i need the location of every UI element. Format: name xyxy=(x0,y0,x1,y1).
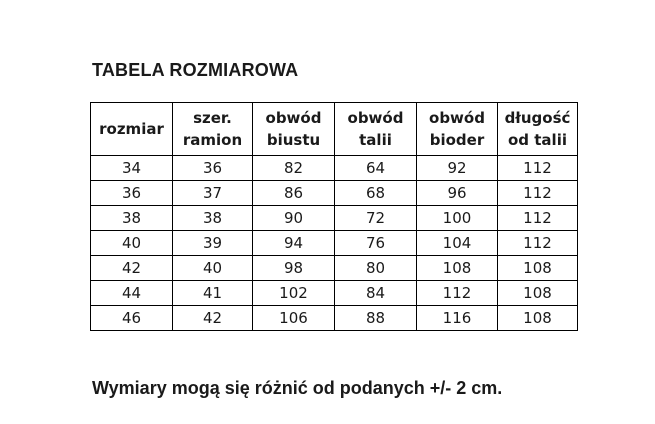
table-row xyxy=(91,281,578,306)
table-cell: 112 xyxy=(498,181,578,206)
header-line: rozmiar xyxy=(99,120,164,138)
table-cell: 106 xyxy=(253,306,335,331)
header-line: obwód xyxy=(347,109,404,127)
header-line: obwód xyxy=(265,109,322,127)
table-cell: 42 xyxy=(91,256,173,281)
table-cell: 100 xyxy=(417,206,498,231)
header-line: od talii xyxy=(508,131,567,149)
table-cell: 98 xyxy=(253,256,335,281)
header-line: talii xyxy=(359,131,392,149)
size-table xyxy=(90,102,578,331)
table-cell: 104 xyxy=(417,231,498,256)
table-cell: 37 xyxy=(173,181,253,206)
table-cell: 108 xyxy=(498,256,578,281)
table-row xyxy=(91,181,578,206)
table-cell: 112 xyxy=(498,231,578,256)
header-obwod-bioder xyxy=(417,103,498,156)
table-cell: 76 xyxy=(335,231,417,256)
table-cell: 64 xyxy=(335,156,417,181)
table-row xyxy=(91,206,578,231)
table-cell: 82 xyxy=(253,156,335,181)
table-cell: 46 xyxy=(91,306,173,331)
table-cell: 94 xyxy=(253,231,335,256)
table-cell: 72 xyxy=(335,206,417,231)
header-rozmiar xyxy=(91,103,173,156)
header-line: długość xyxy=(504,109,571,127)
table-cell: 108 xyxy=(498,306,578,331)
table-cell: 36 xyxy=(91,181,173,206)
header-line: obwód xyxy=(429,109,485,127)
table-cell: 92 xyxy=(417,156,498,181)
table-cell: 36 xyxy=(173,156,253,181)
table-cell: 84 xyxy=(335,281,417,306)
table-cell: 90 xyxy=(253,206,335,231)
table-cell: 96 xyxy=(417,181,498,206)
table-cell: 40 xyxy=(173,256,253,281)
table-row xyxy=(91,156,578,181)
table-cell: 41 xyxy=(173,281,253,306)
table-cell: 88 xyxy=(335,306,417,331)
table-cell: 112 xyxy=(498,156,578,181)
table-cell: 108 xyxy=(417,256,498,281)
table-cell: 108 xyxy=(498,281,578,306)
size-tolerance-note: Wymiary mogą się różnić od podanych +/- 2 cm. xyxy=(92,378,503,398)
table-cell: 112 xyxy=(498,206,578,231)
table-row xyxy=(91,231,578,256)
table-cell: 68 xyxy=(335,181,417,206)
header-line: bioder xyxy=(429,131,485,149)
table-row xyxy=(91,256,578,281)
table-cell: 116 xyxy=(417,306,498,331)
header-line: ramion xyxy=(182,131,243,149)
table-cell: 38 xyxy=(173,206,253,231)
header-line: biustu xyxy=(266,131,321,149)
table-cell: 80 xyxy=(335,256,417,281)
table-cell: 39 xyxy=(173,231,253,256)
table-cell: 44 xyxy=(91,281,173,306)
table-cell: 112 xyxy=(417,281,498,306)
header-line: szer. xyxy=(193,109,232,127)
table-cell: 102 xyxy=(253,281,335,306)
header-dlugosc-od-talii xyxy=(498,103,578,156)
header-obwod-biustu xyxy=(253,103,335,156)
table-cell: 42 xyxy=(173,306,253,331)
table-cell: 34 xyxy=(91,156,173,181)
table-cell: 38 xyxy=(91,206,173,231)
table-cell: 86 xyxy=(253,181,335,206)
table-row xyxy=(91,306,578,331)
header-obwod-talii xyxy=(335,103,417,156)
table-header-row xyxy=(91,103,578,156)
header-szer-ramion xyxy=(173,103,253,156)
page-title: TABELA ROZMIAROWA xyxy=(92,60,299,80)
table-cell: 40 xyxy=(91,231,173,256)
